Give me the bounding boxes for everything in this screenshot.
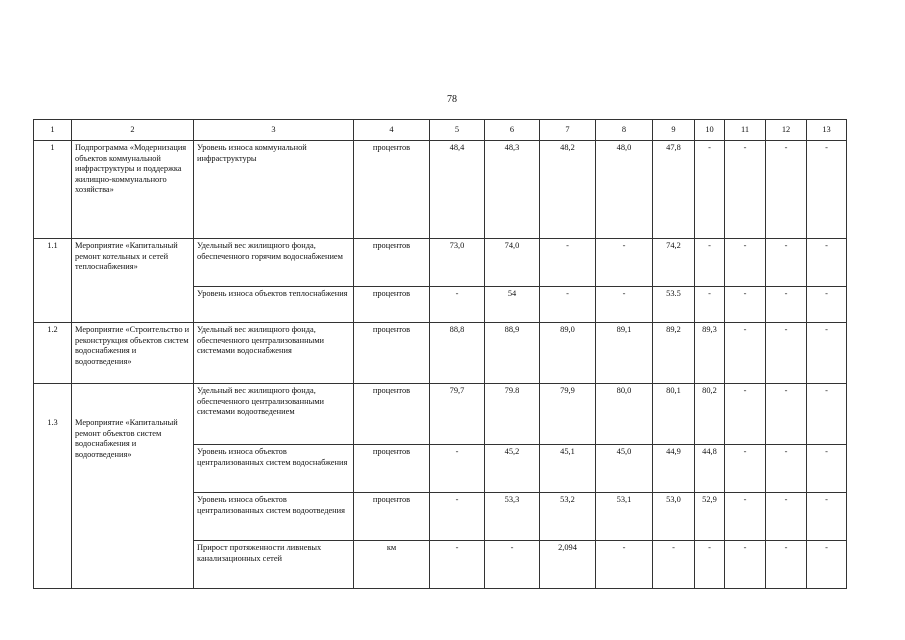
- value-cell: 74,2: [653, 239, 695, 287]
- indicator-unit: процентов: [354, 384, 430, 445]
- value-cell: 74,0: [485, 239, 540, 287]
- group-name: Мероприятие «Капитальный ремонт объектов систем водоснабжения и водоотведения»: [72, 384, 194, 589]
- value-cell: 48,3: [485, 141, 540, 239]
- indicator-unit: км: [354, 541, 430, 589]
- value-cell: 88,8: [430, 323, 485, 384]
- value-cell: -: [807, 141, 847, 239]
- indicator-name: Уровень износа объектов теплоснабжения: [194, 287, 354, 323]
- header-cell: 9: [653, 120, 695, 141]
- value-cell: 89,3: [695, 323, 725, 384]
- value-cell: 53,0: [653, 493, 695, 541]
- value-cell: 53,2: [540, 493, 596, 541]
- table-row: [34, 239, 847, 287]
- value-cell: -: [807, 541, 847, 589]
- value-cell: 80,1: [653, 384, 695, 445]
- value-cell: -: [430, 445, 485, 493]
- value-cell: 48,4: [430, 141, 485, 239]
- value-cell: 53,1: [596, 493, 653, 541]
- value-cell: 44,8: [695, 445, 725, 493]
- value-cell: -: [766, 287, 807, 323]
- table-row: [34, 323, 847, 384]
- header-cell: 1: [34, 120, 72, 141]
- value-cell: -: [807, 287, 847, 323]
- value-cell: 47,8: [653, 141, 695, 239]
- value-cell: -: [430, 287, 485, 323]
- group-name: Подпрограмма «Модернизация объектов коммунальной инфраструктуры и поддержка жилищно-коммунального хозяйства»: [72, 141, 194, 239]
- value-cell: -: [725, 384, 766, 445]
- value-cell: -: [766, 239, 807, 287]
- indicator-unit: процентов: [354, 239, 430, 287]
- table-row: [34, 141, 847, 239]
- value-cell: 54: [485, 287, 540, 323]
- value-cell: -: [725, 493, 766, 541]
- value-cell: -: [807, 493, 847, 541]
- value-cell: 45,2: [485, 445, 540, 493]
- group-name: Мероприятие «Строительство и реконструкция объектов систем водоснабжения и водоотведения»: [72, 323, 194, 384]
- indicator-unit: процентов: [354, 493, 430, 541]
- value-cell: 73,0: [430, 239, 485, 287]
- indicator-name: Удельный вес жилищного фонда, обеспеченного централизованными системами водоотведением: [194, 384, 354, 445]
- value-cell: -: [540, 287, 596, 323]
- value-cell: 52,9: [695, 493, 725, 541]
- table-row: [34, 384, 847, 445]
- value-cell: -: [766, 541, 807, 589]
- group-number: 1.1: [34, 239, 72, 323]
- indicator-name: Уровень износа объектов централизованных систем водоснабжения: [194, 445, 354, 493]
- value-cell: 2,094: [540, 541, 596, 589]
- value-cell: 89,2: [653, 323, 695, 384]
- value-cell: 45,1: [540, 445, 596, 493]
- value-cell: -: [766, 323, 807, 384]
- value-cell: -: [653, 541, 695, 589]
- value-cell: -: [725, 445, 766, 493]
- header-cell: 3: [194, 120, 354, 141]
- value-cell: 80,0: [596, 384, 653, 445]
- header-cell: 2: [72, 120, 194, 141]
- value-cell: -: [725, 239, 766, 287]
- value-cell: -: [725, 287, 766, 323]
- value-cell: -: [695, 287, 725, 323]
- value-cell: -: [695, 239, 725, 287]
- value-cell: -: [485, 541, 540, 589]
- header-row: [34, 120, 847, 141]
- value-cell: -: [596, 239, 653, 287]
- value-cell: 48,2: [540, 141, 596, 239]
- group-number: 1: [34, 141, 72, 239]
- value-cell: 79,7: [430, 384, 485, 445]
- indicator-name: Уровень износа объектов централизованных систем водоотведения: [194, 493, 354, 541]
- value-cell: -: [766, 384, 807, 445]
- value-cell: -: [725, 141, 766, 239]
- value-cell: -: [430, 493, 485, 541]
- header-cell: 7: [540, 120, 596, 141]
- value-cell: -: [540, 239, 596, 287]
- value-cell: 53.5: [653, 287, 695, 323]
- value-cell: 45,0: [596, 445, 653, 493]
- header-cell: 6: [485, 120, 540, 141]
- indicator-name: Удельный вес жилищного фонда, обеспеченного централизованными системами водоснабжения: [194, 323, 354, 384]
- value-cell: 48,0: [596, 141, 653, 239]
- value-cell: -: [725, 323, 766, 384]
- value-cell: -: [807, 323, 847, 384]
- value-cell: 79.8: [485, 384, 540, 445]
- value-cell: -: [807, 445, 847, 493]
- value-cell: 88,9: [485, 323, 540, 384]
- value-cell: 80,2: [695, 384, 725, 445]
- value-cell: 44,9: [653, 445, 695, 493]
- value-cell: -: [807, 239, 847, 287]
- value-cell: 53,3: [485, 493, 540, 541]
- value-cell: -: [766, 445, 807, 493]
- group-number: 1.2: [34, 323, 72, 384]
- header-cell: 8: [596, 120, 653, 141]
- value-cell: -: [596, 541, 653, 589]
- header-cell: 4: [354, 120, 430, 141]
- value-cell: -: [766, 493, 807, 541]
- indicator-unit: процентов: [354, 323, 430, 384]
- value-cell: 79,9: [540, 384, 596, 445]
- indicator-unit: процентов: [354, 287, 430, 323]
- indicator-name: Удельный вес жилищного фонда, обеспеченного горячим водоснабжением: [194, 239, 354, 287]
- group-name: Мероприятие «Капитальный ремонт котельных и сетей теплоснабжения»: [72, 239, 194, 323]
- page-number: 78: [447, 94, 457, 105]
- header-cell: 10: [695, 120, 725, 141]
- header-cell: 11: [725, 120, 766, 141]
- value-cell: -: [766, 141, 807, 239]
- value-cell: -: [596, 287, 653, 323]
- indicator-name: Уровень износа коммунальной инфраструктуры: [194, 141, 354, 239]
- value-cell: 89,0: [540, 323, 596, 384]
- value-cell: -: [695, 541, 725, 589]
- header-cell: 12: [766, 120, 807, 141]
- indicator-name: Прирост протяженности ливневых канализационных сетей: [194, 541, 354, 589]
- value-cell: -: [725, 541, 766, 589]
- value-cell: -: [695, 141, 725, 239]
- header-cell: 13: [807, 120, 847, 141]
- group-number: 1.3: [34, 384, 72, 589]
- value-cell: -: [430, 541, 485, 589]
- value-cell: 89,1: [596, 323, 653, 384]
- value-cell: -: [807, 384, 847, 445]
- measures-table: [33, 119, 847, 589]
- indicator-unit: процентов: [354, 445, 430, 493]
- header-cell: 5: [430, 120, 485, 141]
- indicator-unit: процентов: [354, 141, 430, 239]
